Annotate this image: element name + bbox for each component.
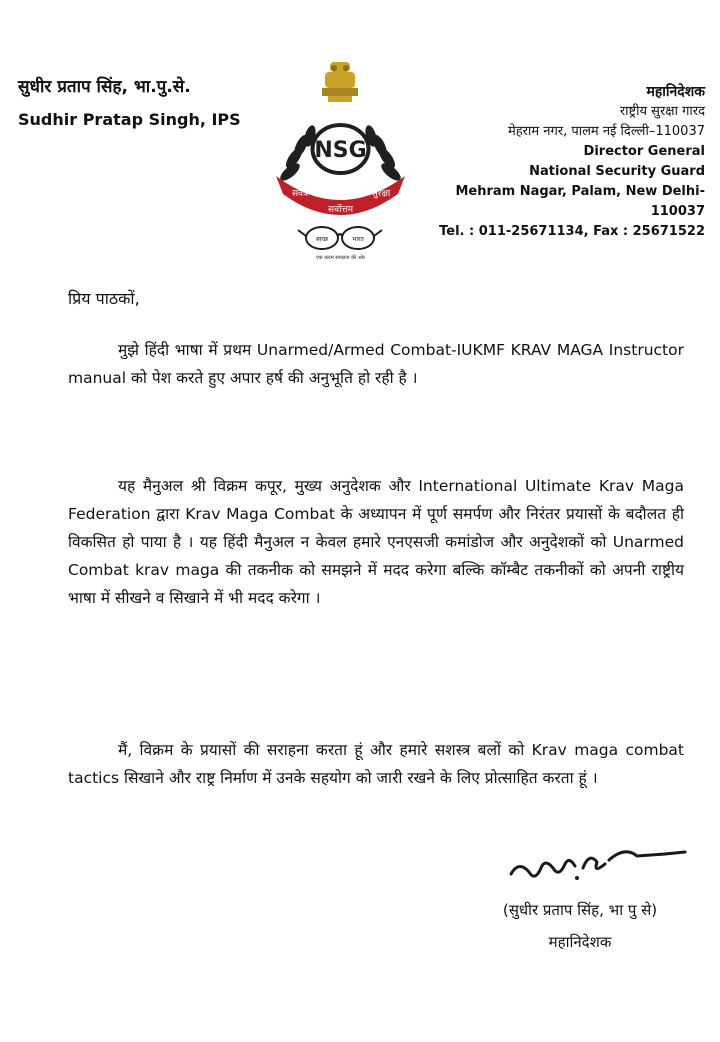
paragraph-3: मैं, विक्रम के प्रयासों की सराहना करता हूं और हमारे सशस्त्र बलों को Krav maga combat tactics सिखाने और राष्ट्र निर्माण में उनके सहयोग को जारी रखने के लिए प्रोत्साहित करता हूं । — [68, 741, 684, 787]
org-english: National Security Guard — [529, 164, 705, 179]
emblem-motto-left: सर्वत्र — [291, 189, 309, 199]
emblem-logo-text: NSG — [314, 138, 367, 163]
phone-fax: Tel. : 011-25671134, Fax : 25671522 — [439, 224, 705, 239]
letterhead-address-block — [420, 82, 705, 242]
signatory-name: (सुधीर प्रताप सिंह, भा पु से) — [502, 901, 658, 919]
org-hindi: राष्ट्रीय सुरक्षा गारद — [619, 104, 705, 119]
emblem-badge-left: स्वच्छ — [315, 236, 329, 243]
emblem-motto-right: सुरक्षा — [371, 189, 391, 199]
address-hindi: मेहराम नगर, पालम नई दिल्ली–110037 — [507, 124, 705, 139]
sender-name-english: Sudhir Pratap Singh, IPS — [18, 110, 241, 129]
title-english: Director General — [583, 144, 705, 159]
swachh-bharat-glasses-icon — [298, 227, 382, 249]
nsg-emblem — [268, 54, 413, 264]
national-emblem-icon — [322, 62, 358, 102]
emblem-tagline: एक कदम स्वच्छता की ओर — [316, 255, 365, 261]
paragraph-1: मुझे हिंदी भाषा में प्रथम Unarmed/Armed Combat-IUKMF KRAV MAGA Instructor manual को पेश करते हुए अपार हर्ष की अनुभूति हो रही है । — [68, 341, 684, 387]
emblem-motto-center: सर्वोत्तम — [327, 205, 354, 215]
sender-name-hindi: सुधीर प्रताप सिंह, भा.पु.से. — [18, 77, 191, 97]
salutation: प्रिय पाठकों, — [68, 289, 140, 308]
emblem-badge-right: भारत — [352, 236, 364, 243]
signatory-title: महानिदेशक — [548, 933, 612, 951]
paragraph-2: यह मैनुअल श्री विक्रम कपूर, मुख्य अनुदेशक और International Ultimate Krav Maga Federation द्वारा Krav Maga Combat के अध्यापन में पूर्ण समर्पण और निरंतर प्रयासों के बदौलत ही विकसित हो पाया है । यह हिंदी मैनुअल न केवल हमारे एनएसजी कमांडोज और अनुदेशकों को Unarmed Combat krav maga की तकनीक को समझने में मदद करेगा बल्कि कॉम्बैट तकनीकों को अपनी राष्ट्रीय भाषा में सीखने व सिखाने में भी मदद करेगा । — [68, 477, 684, 607]
address-english: Mehram Nagar, Palam, New Delhi-110037 — [455, 184, 705, 219]
title-hindi: महानिदेशक — [646, 84, 705, 100]
handwritten-signature — [505, 838, 690, 898]
